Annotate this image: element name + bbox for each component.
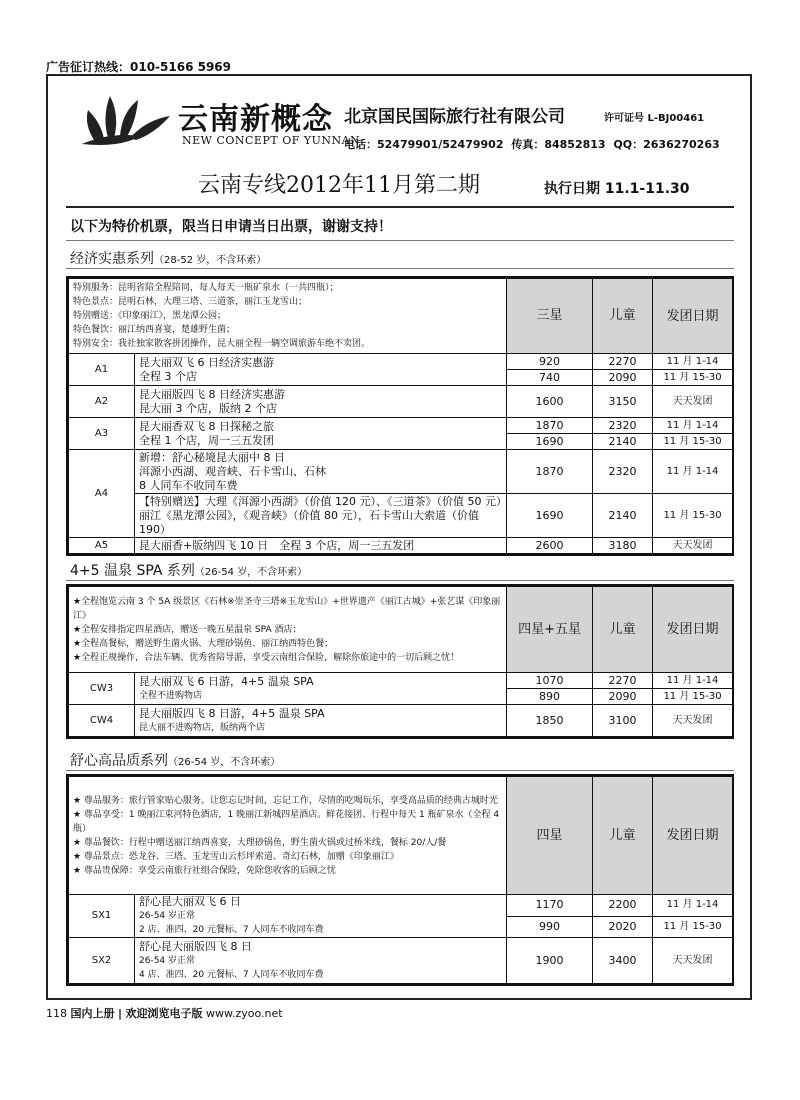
lotus-logo-icon	[80, 92, 180, 152]
divider	[66, 240, 734, 241]
table-row: CW3 昆大丽双飞 6 日游，4+5 温泉 SPA 全程不进购物店 1070 2270 11 月 1-14	[69, 673, 733, 689]
ticket-notice: 以下为特价机票，限当日申请当日出票，谢谢支持！	[70, 219, 392, 235]
section-title-spa: 4+5 温泉 SPA 系列（26-54 岁，不含环索）	[70, 563, 308, 579]
col-header-depart: 发团日期	[653, 777, 733, 895]
divider	[66, 580, 734, 581]
table-row: SX1 舒心昆大丽双飞 6 日 26-54 岁正常 2 店、准四、20 元餐标、7 人同车不收同车费 1170 2200 11 月 1-14	[69, 895, 733, 917]
economy-features: 特别服务：昆明省陪全程陪同，每人每天一瓶矿泉水（一共四瓶）； 特色景点：昆明石林，大理三塔、三道茶，丽江玉龙雪山； 特别赠送：《印象丽江》，黑龙潭公园； 特色餐饮：丽江纳西喜宴，楚雄野生菌； 特别安全：我社独家散客拼团操作，昆大丽全程一辆空调旅游车绝不卖团。	[69, 279, 507, 354]
table-row: A3 昆大丽香双飞 8 日探秘之旅 全程 1 个店，周一三五发团 1870 2320 11 月 1-14	[69, 418, 733, 434]
license-number: 许可证号 L-BJ00461	[604, 113, 705, 124]
col-header-depart: 发团日期	[653, 587, 733, 673]
col-header-star: 三星	[507, 279, 593, 354]
table-row: SX2 舒心昆大丽版四飞 8 日 26-54 岁正常 4 店、准四、20 元餐标、7 人同车不收同车费 1900 3400 天天发团	[69, 938, 733, 984]
section-title-economy: 经济实惠系列（28-52 岁，不含环索）	[70, 251, 267, 267]
table-row: 【特别赠送】大理《洱源小西湖》（价值 120 元）、《三道茶》（价值 50 元）丽江《黑龙潭公园》，《观音峡》（价值 80 元），石卡雪山大索道（价值 190） 1690 2140 11 月 15-30	[69, 494, 733, 538]
section-title-comfort: 舒心高品质系列（26-54 岁，不含环索）	[70, 753, 281, 769]
phone: 电话：52479901/52479902	[344, 138, 504, 151]
company-name: 北京国民国际旅行社有限公司	[344, 107, 565, 127]
table-row: 890 2090 11 月 15-30	[69, 689, 733, 705]
comfort-features: ★ 尊品服务：旅行管家贴心服务。让您忘记时间，忘记工作，尽情的吃喝玩乐，享受高品质的经典古城时光 ★ 尊品享受：1 晚丽江束河特色酒店，1 晚丽江新城四星酒店。鲜花接团、行程中每天 1 瓶矿泉水（全程 4 瓶） ★ 尊品餐饮：行程中赠送丽江纳西喜宴，大理砂锅鱼，野生菌火锅或过桥米线，餐标 20/人/餐 ★ 尊品景点：恐龙谷、三塔、玉龙雪山云杉坪索道、奇幻石林，加赠《印象丽江》 ★ 尊品贵保障：享受云南旅行社组合保险，免除您收客的后顾之忧	[69, 777, 507, 895]
table-row: A5 昆大丽香+版纳四飞 10 日 全程 3 个店，周一三五发团 2600 3180 天天发团	[69, 538, 733, 554]
page-footer	[46, 1005, 283, 1021]
table-row: CW4 昆大丽版四飞 8 日游，4+5 温泉 SPA 昆大丽不进购物店，版纳两个店 1850 3100 天天发团	[69, 705, 733, 737]
ad-hotline: 广告征订热线：010-5166 5969	[46, 60, 232, 74]
table-row: 990 2020 11 月 15-30	[69, 916, 733, 938]
spa-table	[66, 584, 734, 739]
exec-date: 执行日期 11.1-11.30	[544, 181, 690, 197]
divider	[66, 268, 734, 269]
table-row: A1 昆大丽双飞 6 日经济实惠游 全程 3 个店 920 2270 11 月 1-14	[69, 354, 733, 370]
brand-name-cn: 云南新概念	[178, 102, 333, 137]
comfort-table	[66, 774, 734, 986]
col-header-child: 儿童	[593, 279, 653, 354]
footer-url[interactable]: www.zyoo.net	[206, 1007, 283, 1020]
qq: QQ：2636270263	[613, 138, 720, 151]
col-header-star: 四星	[507, 777, 593, 895]
col-header-depart: 发团日期	[653, 279, 733, 354]
table-row: 1690 2140 11 月 15-30	[69, 434, 733, 450]
col-header-child: 儿童	[593, 587, 653, 673]
issue-title: 云南专线2012年11月第二期	[198, 173, 480, 198]
fax: 传真：84852813	[511, 138, 606, 151]
col-header-star: 四星+五星	[507, 587, 593, 673]
economy-table	[66, 276, 734, 556]
divider	[66, 770, 734, 771]
brand-name-en: NEW CONCEPT OF YUNNAN	[182, 134, 361, 147]
page-number: 118	[46, 1007, 67, 1020]
book-name: 国内上册	[70, 1007, 115, 1020]
table-row: A4 新增：舒心秘境昆大丽中 8 日 洱源小西湖、观音峡、石卡雪山、石林 8 人同车不收同车费 1870 2320 11 月 1-14	[69, 450, 733, 494]
spa-features: ★全程饱览云南 3 个 5A 级景区《石林※崇圣寺三塔※玉龙雪山》+世界遗产《丽江古城》+张艺谋《印象丽江》 ★全程安排指定四星酒店，赠送一晚五星温泉 SPA 酒店； ★全程高餐标，赠送野生菌火锅、大理砂锅鱼、丽江纳西特色餐； ★全程正规操作，合法车辆、优秀省陪导游，享受云南组合保险，解除你旅途中的一切后顾之忧！	[69, 587, 507, 673]
footer-separator: |	[118, 1007, 123, 1020]
col-header-child: 儿童	[593, 777, 653, 895]
contact-info	[344, 136, 724, 152]
table-row: A2 昆大丽版四飞 8 日经济实惠游 昆大丽 3 个店，版纳 2 个店 1600 3150 天天发团	[69, 386, 733, 418]
divider	[66, 206, 734, 208]
table-row: 740 2090 11 月 15-30	[69, 370, 733, 386]
footer-slogan: 欢迎浏览电子版	[125, 1007, 203, 1020]
